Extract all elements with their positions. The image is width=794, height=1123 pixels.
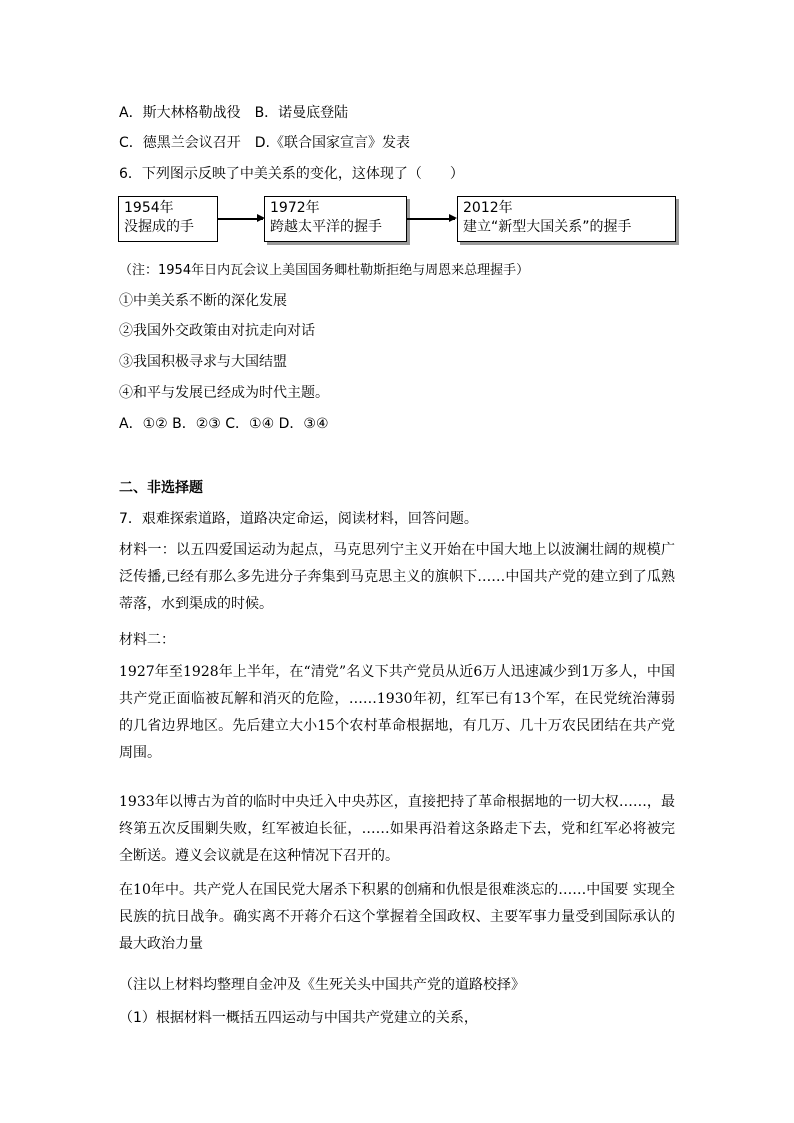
sub-question-1: （1）根据材料一概括五四运动与中国共产党建立的关系， xyxy=(119,1010,478,1026)
flow-box-text: 建立“新型大国关系”的握手 xyxy=(463,219,632,235)
flow-arrow-1 xyxy=(218,218,263,220)
flow-box-text: 没握成的手 xyxy=(124,219,194,235)
flow-box-1972 xyxy=(264,196,407,242)
source-note: （注以上材料均整理自金冲及《生死关头中国共产党的道路校择》 xyxy=(119,977,525,993)
q6-options: A．①② B．②③ C．①④ D．③④ xyxy=(119,416,329,432)
material-2-paragraph-3: 在10年中。共产党人在国民党大屠杀下积累的创痛和仇恨是很难淡忘的……中国要 实现全民族的抗日战争。确实离不开蒋介石这个掌握着全国政权、主要军事力量受到国际承认的最大政治力量 xyxy=(119,882,675,952)
flow-box-1954 xyxy=(118,196,218,242)
material-2-paragraph-2: 1933年以博古为首的临时中央迁入中央苏区，直接把持了革命根据地的一切大权……，最终第五次反围剿失败，红军被迫长征，……如果再沿着这条路走下去，党和红军必将被完全断送。遵义会议就是在这种情况下召开的。 xyxy=(119,794,675,864)
material-1: 材料一：以五四爱国运动为起点，马克思列宁主义开始在中国大地上以波澜壮阔的规模广泛传播,已经有那么多先进分子奔集到马克思主义的旗帜下……中国共产党的建立到了瓜熟蒂落，水到渠成的时候。 xyxy=(119,542,675,612)
flow-box-text: 跨越太平洋的握手 xyxy=(270,219,382,235)
section-title: 二、非选择题 xyxy=(119,480,203,496)
q6-item-2: ②我国外交政策由对抗走向对话 xyxy=(119,323,315,339)
flow-box-2012 xyxy=(457,196,676,242)
q6-item-3: ③我国积极寻求与大国结盟 xyxy=(119,354,287,370)
q7-stem: 7．艰难探索道路，道路决定命运，阅读材料，回答问题。 xyxy=(119,511,478,527)
q6-item-1: ①中美关系不断的深化发展 xyxy=(119,293,287,309)
material-2-label: 材料二： xyxy=(119,632,175,648)
q6-note: （注：1954年日内瓦会议上美国国务卿杜勒斯拒绝与周恩来总理握手） xyxy=(119,263,530,278)
q5-options-line-1: A．斯大林格勒战役 B．诺曼底登陆 xyxy=(119,105,349,121)
flow-arrow-2 xyxy=(407,218,455,220)
q6-item-4: ④和平与发展已经成为时代主题。 xyxy=(119,385,329,401)
flow-box-year: 1972年 xyxy=(270,200,320,216)
q5-options-line-2: C．德黑兰会议召开 D.《联合国家宣言》发表 xyxy=(119,135,411,151)
flow-box-year: 1954年 xyxy=(124,200,174,216)
q6-stem: 6．下列图示反映了中美关系的变化，这体现了（ ） xyxy=(119,166,464,182)
flow-box-year: 2012年 xyxy=(463,200,513,216)
material-2-paragraph-1: 1927年至1928年上半年，在“清党”名义下共产党员从近6万人迅速减少到1万多人，中国共产党正面临被瓦解和消灭的危险，……1930年初，红军已有13个军，在民党统治薄弱的几省边界地区。先后建立大小15个农村革命根据地，有几万、几十万农民团结在共产党周围。 xyxy=(119,664,675,761)
